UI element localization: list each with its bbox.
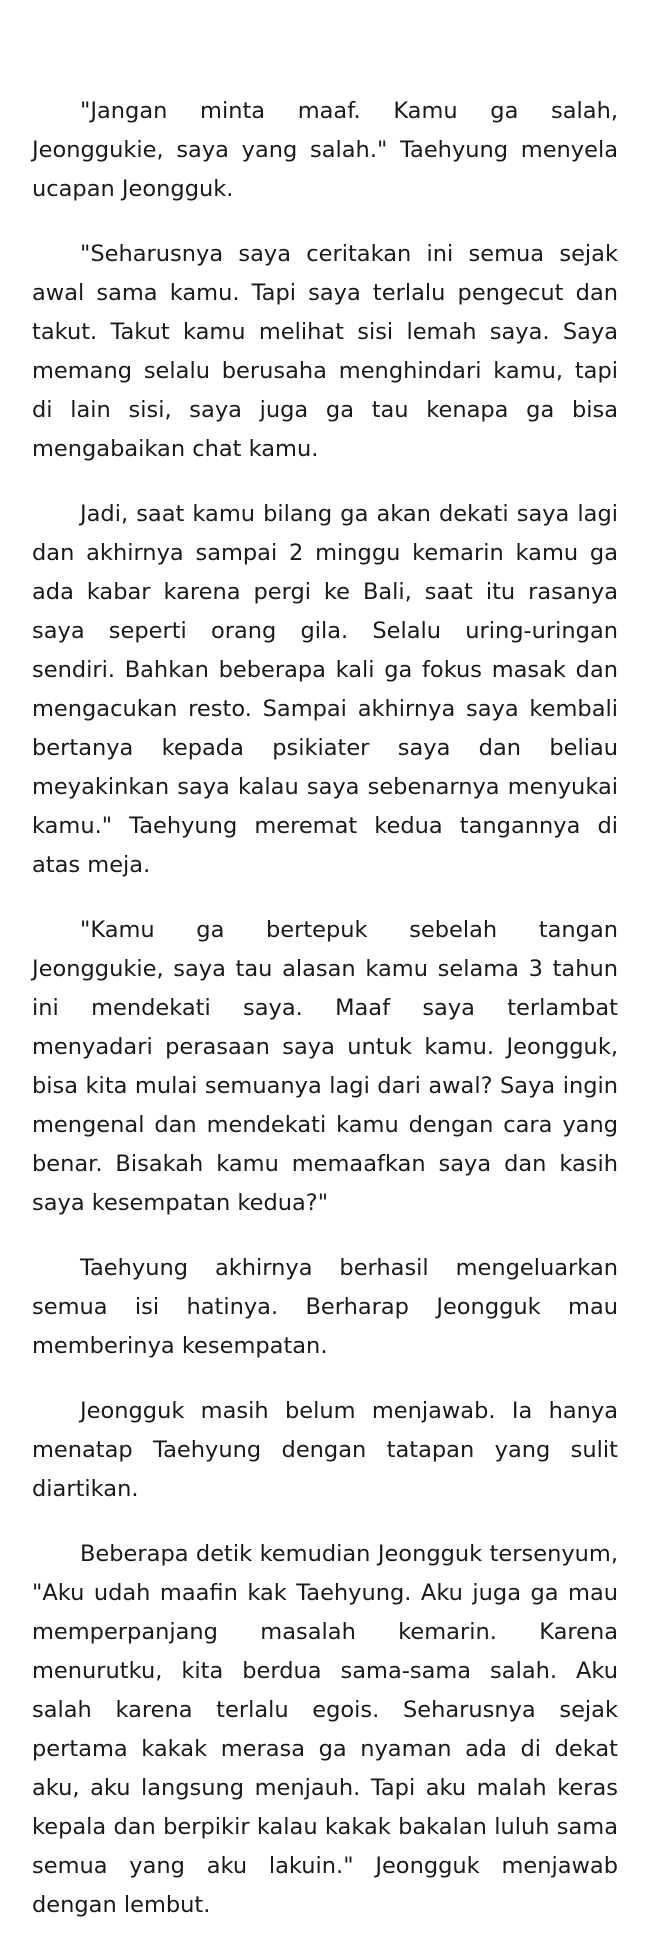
paragraph-2: "Seharusnya saya ceritakan ini semua sejak awal sama kamu. Tapi saya terlalu pengecut dan takut. Takut kamu melihat sisi lemah saya. Saya memang selalu berusaha menghindari kamu, tapi di lain sisi, saya juga ga tau kenapa ga bisa mengabaikan chat kamu. [32,241,618,462]
paragraph-4: "Kamu ga bertepuk sebelah tangan Jeonggukie, saya tau alasan kamu selama 3 tahun ini mendekati saya. Maaf saya terlambat menyadari perasaan saya untuk kamu. Jeongguk, bisa kita mulai semuanya lagi dari awal? Saya ingin mengenal dan mendekati kamu dengan cara yang benar. Bisakah kamu memaafkan saya dan kasih saya kesempatan kedua?" [32,917,618,1216]
paragraph-6: Jeongguk masih belum menjawab. Ia hanya menatap Taehyung dengan tatapan yang sulit diartikan. [32,1398,618,1502]
paragraph-3: Jadi, saat kamu bilang ga akan dekati saya lagi dan akhirnya sampai 2 minggu kemarin kamu ga ada kabar karena pergi ke Bali, saat itu rasanya saya seperti orang gila. Selalu uring-uringan sendiri. Bahkan beberapa kali ga fokus masak dan mengacukan resto. Sampai akhirnya saya kembali bertanya kepada psikiater saya dan beliau meyakinkan saya kalau saya sebenarnya menyukai kamu." Taehyung meremat kedua tangannya di atas meja. [32,501,618,878]
paragraph-1: "Jangan minta maaf. Kamu ga salah, Jeonggukie, saya yang salah." Taehyung menyela ucapan Jeongguk. [32,98,618,202]
story-text [32,92,618,1951]
paragraph-5: Taehyung akhirnya berhasil mengeluarkan semua isi hatinya. Berharap Jeongguk mau memberinya kesempatan. [32,1255,618,1359]
paragraph-7: Beberapa detik kemudian Jeongguk tersenyum, "Aku udah maafin kak Taehyung. Aku juga ga mau memperpanjang masalah kemarin. Karena menurutku, kita berdua sama-sama salah. Aku salah karena terlalu egois. Seharusnya sejak pertama kakak merasa ga nyaman ada di dekat aku, aku langsung menjauh. Tapi aku malah keras kepala dan berpikir kalau kakak bakalan luluh sama semua yang aku lakuin." Jeongguk menjawab dengan lembut. [32,1541,618,1918]
